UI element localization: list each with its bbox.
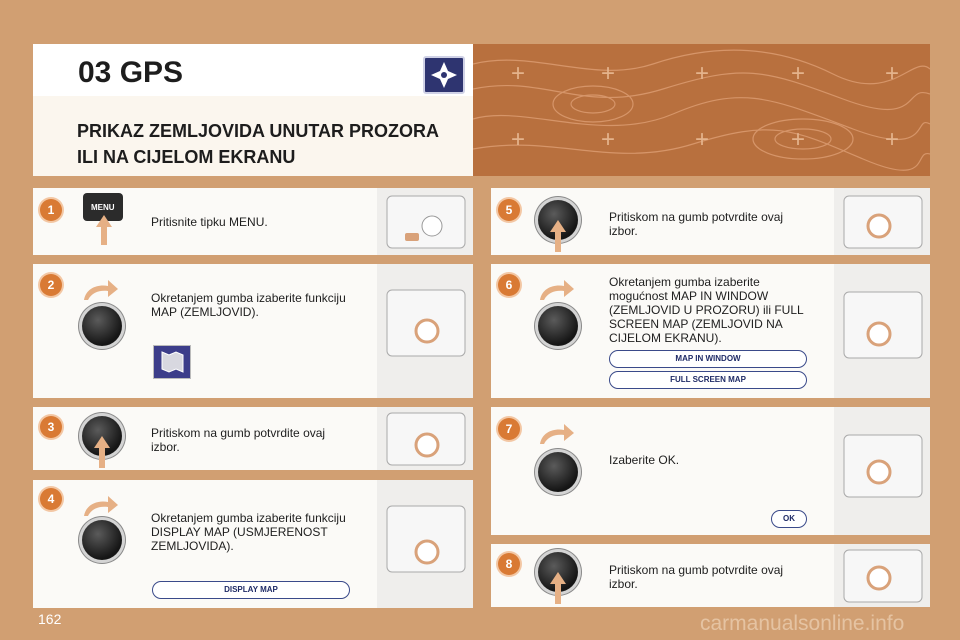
rotary-knob-icon xyxy=(82,520,122,560)
plus-marker-icon: + xyxy=(695,126,710,153)
plus-marker-icon: + xyxy=(511,60,526,87)
plus-marker-icon: + xyxy=(791,60,806,87)
step-number-badge: 7 xyxy=(498,418,520,440)
rotate-arrow-icon xyxy=(538,424,574,446)
plus-marker-icon: + xyxy=(791,126,806,153)
plus-marker-icon: + xyxy=(695,60,710,87)
topographic-map-banner xyxy=(473,44,930,176)
rotate-arrow-icon xyxy=(82,496,118,518)
control-panel-illustration xyxy=(377,407,473,470)
plus-marker-icon: + xyxy=(601,126,616,153)
menu-key-label: MENU xyxy=(91,203,115,212)
step-3-text: Pritiskom na gumb potvrdite ovaj izbor. xyxy=(151,426,326,454)
step-4-text: Okretanjem gumba izaberite funkciju DISPLAY MAP (USMJERENOST ZEMLJOVIDA). xyxy=(151,511,346,553)
section-title xyxy=(77,118,439,170)
press-arrow-icon xyxy=(549,572,567,604)
control-panel-illustration xyxy=(377,480,473,608)
step-6-text: Okretanjem gumba izaberite mogućnost MAP IN WINDOW (ZEMLJOVID U PROZORU) ili FULL SCREEN MAP (ZEMLJOVID NA CIJELOM EKRANU). xyxy=(609,275,804,345)
step-number-badge: 4 xyxy=(40,488,62,510)
control-panel-illustration xyxy=(834,188,930,255)
control-panel-illustration xyxy=(834,264,930,398)
control-panel-illustration xyxy=(834,407,930,535)
rotary-knob-icon xyxy=(82,306,122,346)
rotate-arrow-icon xyxy=(538,280,574,302)
ok-option: OK xyxy=(771,510,807,528)
rotary-knob-icon xyxy=(538,452,578,492)
step-number-badge: 8 xyxy=(498,553,520,575)
full-screen-map-option: FULL SCREEN MAP xyxy=(609,371,807,389)
watermark: carmanualsonline.info xyxy=(700,612,905,635)
step-number-badge: 6 xyxy=(498,274,520,296)
plus-marker-icon: + xyxy=(885,60,900,87)
control-panel-illustration xyxy=(377,188,473,255)
control-panel-illustration xyxy=(834,544,930,607)
map-icon xyxy=(153,345,191,379)
rotate-arrow-icon xyxy=(82,280,118,302)
plus-marker-icon: + xyxy=(511,126,526,153)
map-in-window-option: MAP IN WINDOW xyxy=(609,350,807,368)
step-number-badge: 3 xyxy=(40,416,62,438)
chapter-title: 03 GPS xyxy=(78,56,184,89)
step-5-text: Pritiskom na gumb potvrdite ovaj izbor. xyxy=(609,210,784,238)
plus-marker-icon: + xyxy=(885,126,900,153)
page-number: 162 xyxy=(38,611,62,627)
control-panel-illustration xyxy=(377,264,473,398)
press-arrow-icon xyxy=(93,436,111,468)
step-number-badge: 5 xyxy=(498,199,520,221)
step-number-badge: 2 xyxy=(40,274,62,296)
press-arrow-icon xyxy=(549,220,567,252)
plus-marker-icon: + xyxy=(601,60,616,87)
display-map-option: DISPLAY MAP xyxy=(152,581,350,599)
step-number-badge: 1 xyxy=(40,199,62,221)
gps-icon xyxy=(423,56,465,94)
step-7-text: Izaberite OK. xyxy=(609,453,680,467)
step-1-text: Pritisnite tipku MENU. xyxy=(151,215,268,229)
section-title-line1: PRIKAZ ZEMLJOVIDA UNUTAR PROZORA xyxy=(77,121,439,141)
rotary-knob-icon xyxy=(538,306,578,346)
section-title-line2: ILI NA CIJELOM EKRANU xyxy=(77,147,296,167)
step-8-text: Pritiskom na gumb potvrdite ovaj izbor. xyxy=(609,563,784,591)
press-arrow-icon xyxy=(95,215,113,245)
step-2-text: Okretanjem gumba izaberite funkciju MAP (ZEMLJOVID). xyxy=(151,291,346,319)
